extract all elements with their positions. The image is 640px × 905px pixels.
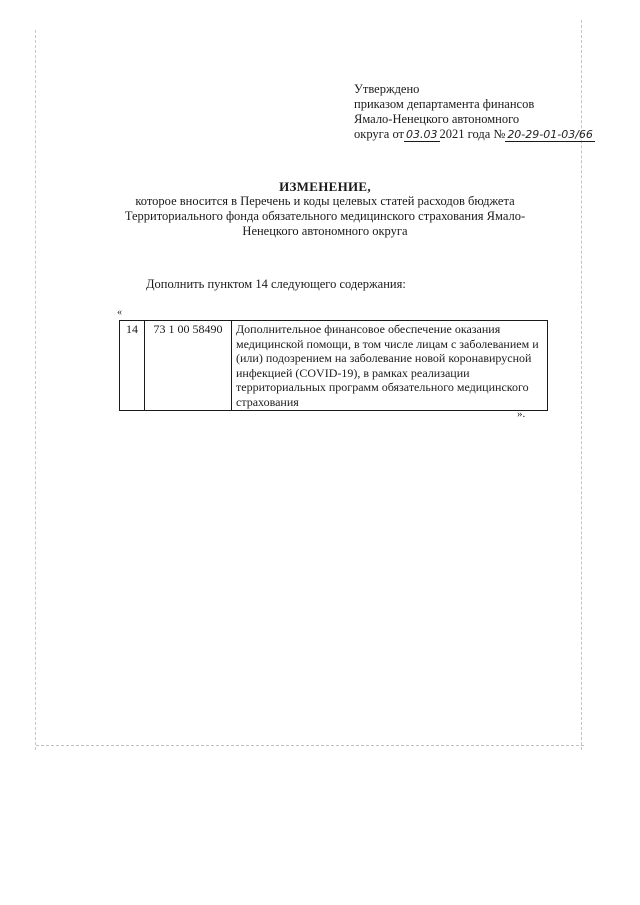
table-row <box>120 321 548 411</box>
scan-edge-left <box>35 30 36 750</box>
title-line-2: Территориального фонда обязательного медицинского страхования Ямало- <box>124 209 526 223</box>
document-title-block <box>110 179 540 239</box>
approval-line-1: Утверждено <box>354 82 420 96</box>
handwritten-date: 03.03 <box>406 128 438 141</box>
target-code-cell: 73 1 00 58490 <box>145 321 232 411</box>
intro-text: Дополнить пунктом 14 следующего содержания: <box>146 277 406 291</box>
title-line-3: Ненецкого автономного округа <box>242 224 408 238</box>
description-cell: Дополнительное финансовое обеспечение оказания медицинской помощи, в том числе лицам с заболеванием и (или) подозрением на заболевание новой коронавирусной инфекцией (COVID-19), в рамках реализации территориальных программ обязательного медицинского страхования <box>232 321 548 411</box>
title-line-1: которое вносится в Перечень и коды целевых статей расходов бюджета <box>135 194 515 208</box>
approval-year-number-label: 2021 года № <box>439 127 506 141</box>
closing-quote: ». <box>517 408 526 420</box>
approval-line-3: Ямало-Ненецкого автономного <box>354 112 520 126</box>
budget-codes-table <box>119 320 548 411</box>
opening-quote: « <box>117 307 122 318</box>
row-number-cell: 14 <box>120 321 145 411</box>
handwritten-order-number: 20-29-01-03/66 <box>507 128 593 141</box>
document-heading: ИЗМЕНЕНИЕ, <box>279 179 371 194</box>
approval-line-2: приказом департамента финансов <box>354 97 535 111</box>
approval-date-prefix: округа от <box>354 127 405 141</box>
scan-edge-bottom <box>36 745 584 746</box>
approval-line-4 <box>354 127 595 142</box>
approval-stamp <box>354 82 595 142</box>
